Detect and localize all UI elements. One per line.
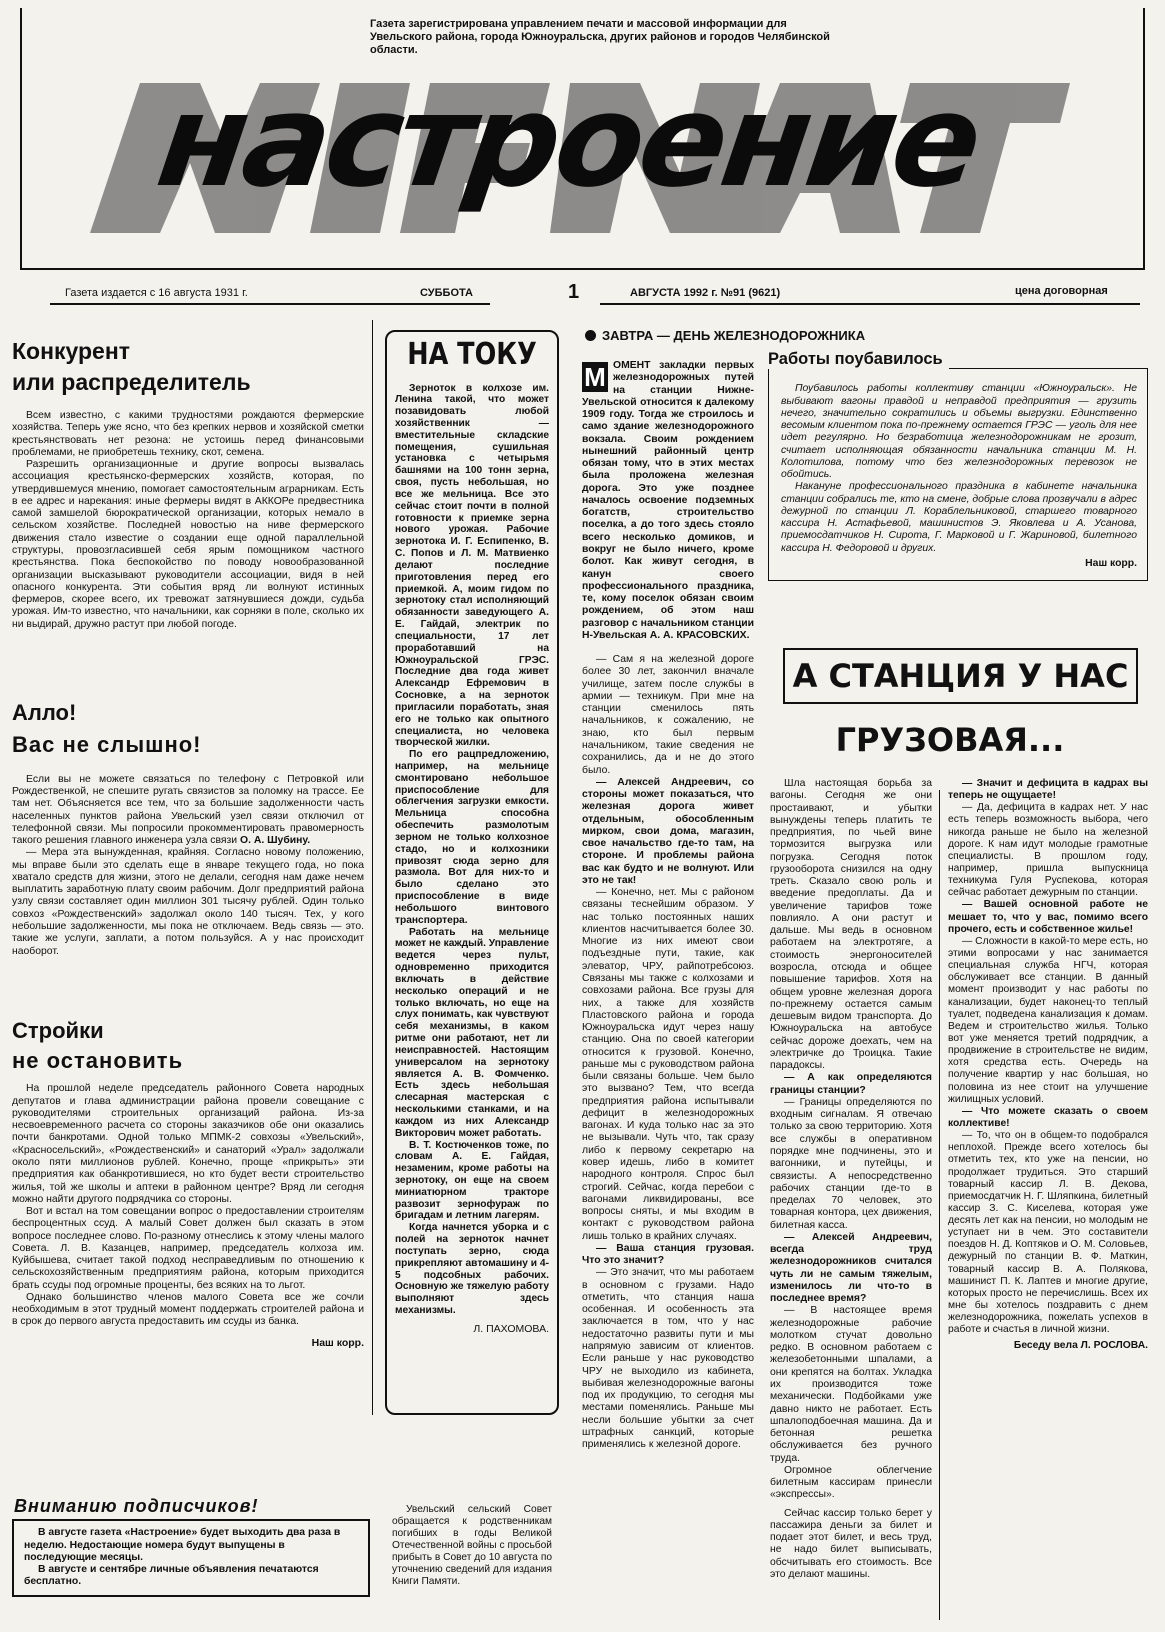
paragraph: — То, что он в общем-то подобрался неплохой. Прежде всего хотелось бы отметить тех, кто уже на пенсии, но продолжает трудиться. Это старший товарный кассир Л. В. Декова, приемосдатчик Н. Г. Шляпкина, билетный кассир З. С. Киселева, которая уже десять лет как на пенсии, но молодым не уступает ни в чем. Это составители поездов Н. Д. Коптяков и О. М. Соловьев, дежурный по станции В. Ф. Маткин, товарный кассир В. А. Полякова, машинист П. К. Лаптев и многие другие, которых просто не перечислишь. Всех их мне бы хотелось поздравить с днем железнодорожника, пожелать успехов в работе и счастья в личной жизни. (948, 1130, 1148, 1336)
dateline-issue: АВГУСТА 1992 г. №91 (9621) (630, 287, 781, 299)
dateline-price: цена договорная (1015, 285, 1108, 297)
paragraph: По его рацпредложению, например, на мельнице смонтировано небольшое приспособление для облегчения загрузки емкости. Мельница способна обеспечить размолотым зерном не только колхозное стадо, но и колхозники привозят сюда зерно для размола. Вот для них-то и было сделано это приспособление в виде небольшого винтового транспортера. (395, 749, 549, 926)
article-competitor-title-1: Конкурент (12, 338, 130, 364)
station-column-a (770, 778, 932, 1581)
article-works-title: Работы поубавилось (754, 350, 949, 369)
question: — Значит и дефицита в кадрах вы теперь не ощущаете! (948, 778, 1148, 802)
station-column-b (948, 778, 1148, 1353)
station-title-2: ГРУЗОВАЯ... (835, 721, 1065, 759)
article-works-body (781, 383, 1137, 555)
article-works-signature: Наш корр. (1085, 557, 1137, 569)
paragraph: — Границы определяются по входным сигналам. Я отвечаю только за свою территорию. Хотя все службы в оперативном порядке мне подчинены, это и вагонники, и путейцы, и связисты. А непосредственно рабочих станции где-то в пределах 70 человек, это товарная контора, цех движения, билетная касса. (770, 1096, 932, 1231)
engineer-name: О. А. Шубину. (239, 835, 311, 847)
paragraph: Увельский сельский Совет обращается к родственникам погибших в годы Великой Отечественной войны с просьбой прибыть в Совет до 10 августа по уточнению сведений для издания Книги Памяти. (392, 1504, 552, 1588)
article-competitor (12, 336, 364, 631)
question: — Алексей Андреевич, со стороны может показаться, что железная дорога живет отдельным, обособленным мирком, свои дома, магазин, свое начальство где-то там, на стороне. И проблемы района вас как будто и не волнуют. Или это не так! (582, 776, 754, 886)
na-toku-title: НА ТОКУ (407, 337, 537, 372)
paragraph: — Мера эта вынужденная, крайняя. Согласно новому положению, мы вправе были это сделать еще в январе текущего года, но пока хватало средств для жизни, этого не делали, сегодня нам даже нечем выплатить заработную плату своим рабочим. Долг предприятий района узлу связи составляет один миллион 301 тысячу рублей. Один только совхоз «Рождественский» задолжал около 140 тысяч. Тех, у кого небольшие задолженности, мы пока не отключаем. Ведь связь — это. такие же услуги, заплати, а потом пользуйся. А у нас происходит наоборот. (12, 847, 364, 957)
article-hello-title-2: Вас не слышно! (12, 732, 202, 758)
railway-header (585, 328, 955, 343)
paragraph: Вот и встал на том совещании вопрос о предоставлении строителям беспроцентных ссуд. А малый Совет должен был сказать в этом вопросе последнее слово. По-разному отнеслись к этому члены малого Совета. Л. В. Казанцев, например, председатель колхоза им. Куйбышева, считает такой подход несправедливым по отношению к сельскохозяйственным предприятиям района, которым приходится брать ссуды под огромные проценты, без всяких на то льгот. (12, 1206, 364, 1291)
station-chief-name: А. А. КРАСОВСКИХ. (649, 629, 750, 641)
paragraph: В августе и сентябре личные объявления печатаются бесплатно. (24, 1564, 319, 1588)
paragraph: — Это значит, что мы работаем в основном с грузами. Надо отметить, что станция наша особенная. И особенность эта заключается в том, что у нас недостаточно развиты пути и мы напрямую зависим от клиентов. Если раньше у нас руководство ЧРУ не выходило из кабинета, выбивая железнодорожные вагоны под их продукцию, то сегодня мы местами поменялись. Раньше мы несли большие убытки за счет штрафных санкций, которые применялись к железной дороге. (582, 1267, 754, 1451)
paragraph: Разрешить организационные и другие вопросы вызвалась ассоциация крестьянско-фермерских хозяйств, которая, по утвердившемуся мнению, помогает самостоятельным аграрникам. Есть в ее адрес и нарекания: иные фермеры видят в АККОРе предвестника самой замшелой бюрократической организации, которых немало в сельском хозяйстве. Последней новостью на ниве фермерского движения стало известие о создании еще одной параллельной структуры, провозгласившей себя ярым помощником частного крестьянства. Пока беспокойство по поводу новообразованной организации высказывают руководители ассоциации, видя в ней опасного конкурента. Эти события вряд ли волнуют истинных фермеров, скорее всего, их тревожат затянувшиеся дожди, судьба урожая. Им-то известно, что начальники, как сорняки в поле, сколько их ни выдирай, дружно растут при любой погоде. (12, 459, 364, 630)
article-construction-title-2: не остановить (12, 1047, 184, 1073)
article-construction-title-1: Стройки (12, 1018, 104, 1043)
dateline-since: Газета издается с 16 августа 1931 г. (65, 287, 248, 299)
railway-intro (582, 360, 754, 642)
article-hello (12, 696, 364, 958)
paragraph: Всем известно, с какими трудностями рождаются фермерские хозяйства. Теперь уже ясно, что без крепких нервов и хозяйской сметки крестьянствовать нет резона: не устоишь перед финансовыми проблемами, не приобретешь технику, скот, семена. (12, 410, 364, 458)
paragraph (12, 774, 364, 848)
article-competitor-title-2: или распределитель (12, 369, 251, 396)
bullet-icon (585, 330, 596, 341)
paragraph: — Да, дефицита в кадрах нет. У нас есть теперь возможность выбора, чего никогда раньше не было на железной дороге. К нам идут молодые грамотные специалисты. В прошлом году, например, пришла выпускница техникума Гуля Руспекова, которая сейчас работает дежурным по станции. (948, 802, 1148, 899)
article-construction-signature: Наш корр. (311, 1336, 364, 1349)
paragraph: Шла настоящая борьба за вагоны. Сегодня же они простаивают, и убытки вынуждены теперь платить те предприятия, по чьей вине тормозится выгрузка или погрузка. Сегодня поток грузооборота снизился на одну треть. Сказало свою роль и введение предоплаты. Да и увеличение тарифов тоже повлияло. А они растут и дальше. Мы ведь в основном работаем на электротяге, а стоимость энергоносителей возросла, отсюда и общее повышение тарифов. Хотя на общем уровне железная дорога по-прежнему остается самым дешевым видом транспорта. До Южноуральска на автобусе сейчас дороже доехать, чем на электричке до Троицка. Такие парадоксы. (770, 778, 932, 1072)
na-toku-box (385, 330, 559, 1415)
masthead (20, 8, 1145, 280)
paragraph: В. Т. Костюченков тоже, по словам А. Е. Гайдая, незаменим, кроме работы на зернотоку, он еще на своем миниатюрном тракторе развозит зернофураж по бригадам и летним лагерям. (395, 1139, 549, 1222)
paragraph-text: Если вы не можете связаться по телефону с Петровкой или Рождественкой, не спешите ругать связистов за поломку на трассе. Ее там нет. Объясняется все тем, что за большие задолженности часть населенных пунктов района Увельский узел связи отключил от телефонной связи. Мы попросили прокомментировать правомерность такого решения главного инженера узла связи (12, 773, 364, 847)
paragraph: Сейчас кассир только берет у пассажира деньги за билет и подает этот билет, и весь труд, не надо билет выписывать, обсчитывать его стоимость. Все это делают машины. (770, 1507, 932, 1580)
station-signature: Беседу вела Л. РОСЛОВА. (1013, 1340, 1148, 1352)
paragraph: Поубавилось работы коллективу станции «Южноуральск». Не выбивают вагоны правдой и неправдой предприятия — грузить нечего, значительно сократились и объемы выгрузки. Единственно весомым клиентом пока по-прежнему остается ГРЭС — уголь для нее идет регулярно. Но безработица железнодорожникам не грозит, считает исполняющая обязанности начальника станции М. Н. Колотилова, потому что без железнодорожных перевозок не обойтись. (781, 383, 1137, 481)
dateline-day: 1 (568, 281, 580, 303)
question: — А как определяются границы станции? (770, 1072, 932, 1096)
railway-intro-text: ОМЕНТ закладки первых железнодорожных путей на станции Нижне-Увельской относится к далекому 1909 году. Тогда же строилось и само здание железнодорожного вокзала. Своим рождением нынешний районный центр обязан тому, что в этих местах была проложена железная дорога. Это уже позднее началось освоение подземных богатств, строительство поселка, а до того здесь стояло всего несколько домиков, и вокруг не было ничего, кроме болот. Как живут сегодня, в канун своего профессионального праздника, те, кому поселок обязан своим рождением, об этом наш разговор с начальником станции Н-Увельская (582, 360, 754, 641)
paragraph: — В настоящее время железнодорожные рабочие молотком стучат довольно редко. В основном работаем с железобетонными шпалами, а они крепятся на болтах. Укладка их производится тоже механически. Подбойками уже давно никто не работает. Есть шпалоподбоечная машина. Да и бетонная решетка обслуживается без ручного труда. (770, 1305, 932, 1464)
masthead-title: настроение (149, 67, 987, 216)
column-rule-1 (372, 320, 373, 1415)
article-construction-body (12, 1083, 364, 1328)
article-competitor-body (12, 410, 364, 631)
dateline-rule-right (600, 303, 1140, 305)
question: — Что можете сказать о своем коллективе! (948, 1105, 1148, 1129)
railway-header-text: ЗАВТРА — ДЕНЬ ЖЕЛЕЗНОДОРОЖНИКА (602, 328, 866, 343)
na-toku-signature: Л. ПАХОМОВА. (473, 1322, 549, 1335)
registration-note: Газета зарегистрирована управлением печати и массовой информации для Увельского района, города Южноуральска, других районов и городов Челябинской области. (370, 18, 830, 57)
dateline (20, 283, 1145, 309)
paragraph: Однако большинство членов малого Совета все же сочли необходимым в этот трудный момент поддержать строителей района и в срок до первого августа предоставить им ссуды из банка. (12, 1291, 364, 1328)
railway-interview (582, 360, 754, 1451)
paragraph: Накануне профессионального праздника в кабинете начальника станции собрались те, кто на смене, добрые слова прозвучали в адрес дежурной по станции Л. Кораблельниковой, старшего товарного кассира Н. Астафьевой, машинистов Э. Яковлева и А. Усанова, приемосдатчиков Н. Сирота, Г. Марковой и Г. Жариновой, билетного кассира Н. Федоровой и других. (781, 481, 1137, 554)
subscribers-notice (12, 1496, 370, 1597)
dropcap: М (582, 362, 608, 392)
question: — Вашей основной работе не мешает то, что у вас, помимо всего прочего, есть и собственное жилье! (948, 899, 1148, 935)
paragraph: На прошлой неделе председатель районного Совета народных депутатов и глава администрации района провели совещание с руководителями строительных организаций района. Из-за несвоевременного расчета со стороны заказчиков обе они оказались почти банкротами. Одной только МПМК-2 совхозы «Увельский», «Красносельский», «Рождественский» и санаторий «Урал» задолжали около пяти миллионов рублей. Конечно, проще «прикрыть» эти предприятия как обанкротившиеся, но кто будет вести строительство жилья, той же школы и аптеки в районном центре? Вряд ли сегодня можно найти другого подрядчика со стороны. (12, 1083, 364, 1205)
na-toku-body (395, 383, 549, 1317)
article-works (768, 350, 1148, 581)
paragraph: — Сам я на железной дороге более 30 лет, закончил вначале училище, затем после службы в армии — техникум. При мне на станции сменилось пять начальников, к сожалению, не знаю, кто был первым начальником, такие сведения не сохранились, да и не до этого было. (582, 654, 754, 776)
subscribers-title: Вниманию подписчиков! (14, 1496, 259, 1516)
question: — Алексей Андреевич, всегда труд железнодорожников считался чуть ли не самым тяжелым, изменилось ли что-то в последнее время? (770, 1231, 932, 1305)
railway-body (582, 654, 754, 1451)
dateline-rule-left (50, 303, 490, 305)
paragraph: Когда начнется уборка и с полей на зерноток начнет поступать зерно, сюда прикрепляют автомашину и 4-5 подсобных рабочих. Основную же тяжелую работу выполняют здесь механизмы. (395, 1222, 549, 1317)
article-hello-title-1: Алло! (12, 700, 77, 725)
column-rule-3 (939, 790, 940, 1620)
article-hello-body (12, 774, 364, 958)
dateline-weekday: СУББОТА (420, 287, 473, 299)
article-construction (12, 1016, 364, 1349)
paragraph: Зерноток в колхозе им. Ленина такой, что может позавидовать любой хозяйственник — вместительные складские помещения, сушильная установка с четырьмя башнями на 100 тонн зерна, своя, пусть небольшая, но все же мельница. Все это сейчас стоит почти в полной готовности к приемке зерна нового урожая. Рабочие зернотока И. Г. Еспипенко, В. С. Попов и Л. М. Матвиенко делают последние приготовления перед его приемкой. А, моим гидом по зернотоку стал исполняющий обязанности заведующего А. Е. Гайдай, электрик по специальности, 17 лет проработавший на Южноуральской ГРЭС. Последние два года живет Александр Ефремович в Сосновке, а на зерноток пригласили поработать, зная его не только как опытного специалиста, но человека творческой жилки. (395, 382, 549, 749)
paragraph: — Сложности в какой-то мере есть, но этими вопросами у нас занимается специальная служба НГЧ, которая обслуживает все станции. В данный момент производит у нас работы по канализации, будет наконец-то теплый туалет, подведена канализация к домам. Ведем и строительство жилья. Только вот уже меняется третий подрядчик, а продвижение в строительстве не видим, хотя средства есть. Очередь на получение квартир у нас большая, но половина из нее стоит на улучшение жилищных условий. (948, 935, 1148, 1105)
subscribers-box (12, 1519, 370, 1596)
paragraph: Огромное облегчение билетным кассирам принесли «экспрессы». (770, 1464, 932, 1501)
paragraph: В августе газета «Настроение» будет выходить два раза в неделю. Недостающие номера будут выпущены в последующие месяцы. (24, 1527, 341, 1563)
paragraph: — Конечно, нет. Мы с районом связаны теснейшим образом. У нас только постоянных наших клиентов насчитывается более 30. Многие из них имеют свои подъездные пути, такие, как элеватор, ЧРУ, райпотребсоюз. Связаны мы также с колхозами и совхозами района. Все грузы для них, а также для хозяйств Пластовского района и города Южноуральска идут через нашу станцию. Она по своей категории относится к грузовой. Конечно, раньше мы с руководством района были связаны больше. Чем было это вызвано? Тем, что всегда предприятия района испытывали дефицит в железнодорожных вагонах. И куда только нас за это не вызывали. Чуть что, так сразу либо к первому секретарю на ковер идешь, либо в комитет народного контроля. Спрос был строгий. Сейчас, когда перебои с вагонами ликвидированы, все вопросы сняты, и мы входим в контакт с руководством района лишь только в крайних случаях. (582, 887, 754, 1242)
station-title-1: А СТАНЦИЯ У НАС (783, 648, 1138, 704)
article-works-box (768, 368, 1148, 581)
question: — Ваша станция грузовая. Что это значит? (582, 1242, 754, 1267)
paragraph: Работать на мельнице может не каждый. Управление ведется через пульт, одновременно приходится включать в действие несколько операций и не только включать, но еще на слух понимать, как чувствуют себя механизмы, в каком ритме они работают, нет ли неисправностей. Настоящим универсалом на зернотоку является А. В. Фомченко. Есть здесь небольшая слесарная мастерская с несколькими станками, и на каждом из них Александр Викторович может работать. (395, 926, 549, 1139)
council-notice (392, 1504, 552, 1588)
